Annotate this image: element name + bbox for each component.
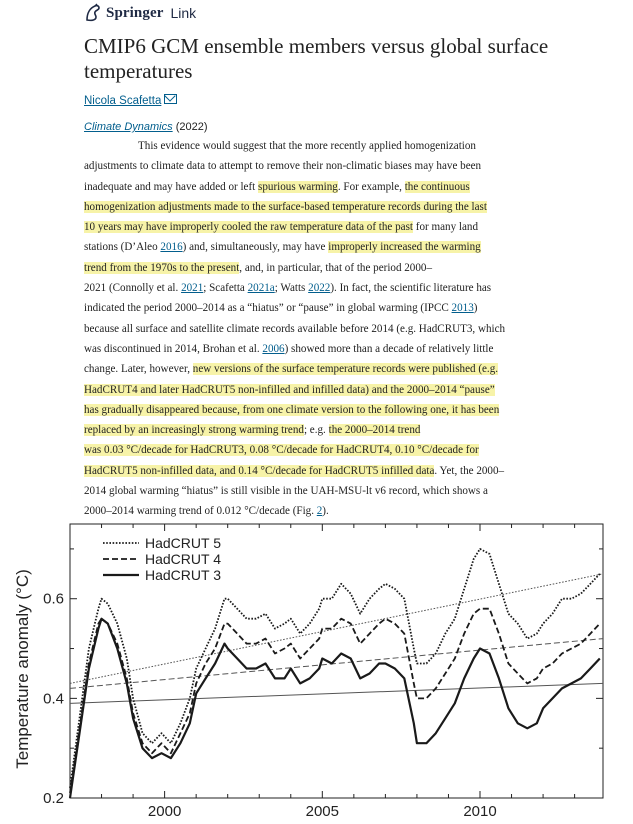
y-tick-label: 0.6 [43,590,64,608]
text-line [84,420,564,440]
text-segment: This evidence would suggest that the more recently applied homogenization [138,140,476,152]
y-axis-label: Temperature anomaly (°C) [13,569,32,769]
brand-sub: Link [170,5,197,21]
journal-line [84,121,208,133]
citation-link[interactable]: 2 [316,505,323,518]
text-segment: for many land [412,221,478,234]
text-line [84,481,564,501]
text-segment: . For example, [337,180,405,193]
highlighted-text: has gradually disappeared because, from one climate version to the following one, it has been [84,403,500,416]
text-line [84,278,564,298]
citation-link[interactable]: 2013 [451,302,474,315]
text-line [84,461,564,481]
highlighted-text: new versions of the surface temperature records were published (e.g. [192,363,499,376]
text-segment: change. Later, however, [84,363,193,376]
text-segment: because all surface and satellite climate records available before 2014 (e.g. HadCRUT3, which [84,322,506,335]
text-segment: 2000–2014 warming trend of 0.012 °C/decade (Fig. [84,505,317,518]
text-line [84,400,564,420]
highlighted-text: trend from the 1970s to the present [84,261,240,274]
text-segment: ). In fact, the scientific literature has [330,282,492,295]
citation-link[interactable]: 2021a [247,282,275,295]
y-tick-label: 0.2 [43,790,64,807]
trend-line [70,574,603,684]
x-tick-label: 2000 [147,803,182,820]
citation-link[interactable]: 2006 [262,342,285,355]
text-segment: ) and, simultaneously, may have [182,241,329,254]
x-tick-label: 2005 [305,803,339,820]
series-line-hadcrut-5 [70,549,600,788]
legend-label: HadCRUT 5 [145,535,221,551]
text-line [84,197,564,217]
text-segment: stations (D’Aleo [84,241,161,254]
highlighted-text: improperly increased the warming [328,241,481,254]
text-segment: was discontinued in 2014, Brohan et al. [84,342,263,355]
text-line [84,237,564,257]
article-title: CMIP6 GCM ensemble members versus global surface temperatures [84,34,549,83]
text-segment: 2021 (Connolly et al. [84,282,182,295]
temperature-chart [0,520,633,824]
text-line [84,258,564,278]
text-line [84,298,564,318]
text-segment: ; Scafetta [203,282,248,295]
legend-label: HadCRUT 4 [145,551,221,567]
highlighted-text: replaced by an increasingly strong warming trend [84,424,304,437]
text-segment: inadequate and may have added or left [84,180,259,193]
text-segment: ; e.g. [303,424,329,437]
text-segment: ; Watts [274,282,309,295]
text-line [84,217,564,237]
author-line [84,94,177,107]
text-segment: 2014 global warming “hiatus” is still visible in the UAH-MSU-lt v6 record, which shows a [84,485,488,498]
highlighted-text: homogenization adjustments made to the surface-based temperature records during the last [84,200,487,213]
text-segment: , and, in particular, that of the period 2000– [239,261,432,274]
text-line [84,440,564,460]
text-segment: . Yet, the 2000– [434,464,505,477]
text-line [84,380,564,400]
citation-link[interactable]: 2022 [308,282,331,295]
springer-link-header[interactable] [84,2,196,24]
email-icon[interactable] [164,94,177,104]
highlighted-text: the 2000–2014 trend [328,424,421,437]
highlighted-text: HadCRUT5 non-infilled data, and 0.14 °C/decade for HadCRUT5 infilled data [84,464,435,477]
legend-label: HadCRUT 3 [145,567,221,583]
x-tick-label: 2010 [463,803,497,820]
text-line [84,319,564,339]
series-line-hadcrut-3 [70,619,600,798]
text-line [84,359,564,379]
brand-name: Springer [106,4,164,21]
text-segment: adjustments to climate data to attempt to remove their non-climatic biases may have been [84,160,482,173]
springer-horse-icon [84,3,102,23]
trend-line [70,639,603,689]
highlighted-text: the continuous [404,180,470,193]
author-link[interactable]: Nicola Scafetta [84,95,162,107]
highlighted-text: 10 years may have improperly cooled the raw temperature data of the past [84,221,413,234]
citation-link[interactable]: 2016 [160,241,183,254]
series-group [70,549,603,798]
text-segment: ) showed more than a decade of relatively little [284,342,494,355]
text-line [84,136,564,156]
trend-line [70,683,603,703]
text-line [84,177,564,197]
highlighted-text: spurious warming [258,180,338,193]
highlighted-text: HadCRUT4 and later HadCRUT5 non-infilled and infilled data) and the 2000–2014 “pause” [84,383,495,396]
text-line [84,156,564,176]
journal-link[interactable]: Climate Dynamics [84,121,173,133]
text-line [84,339,564,359]
article-excerpt [84,136,564,522]
journal-year: (2022) [175,121,208,133]
citation-link[interactable]: 2021 [181,282,204,295]
text-segment: indicated the period 2000–2014 as a “hiatus” or “pause” in global warming (IPCC [84,302,452,315]
highlighted-text: was 0.03 °C/decade for HadCRUT3, 0.08 °C/decade for HadCRUT4, 0.10 °C/decade for [84,444,479,457]
text-segment: ). [322,505,329,518]
text-line [84,501,564,521]
y-tick-label: 0.4 [43,690,64,708]
text-segment: ) [473,302,478,315]
